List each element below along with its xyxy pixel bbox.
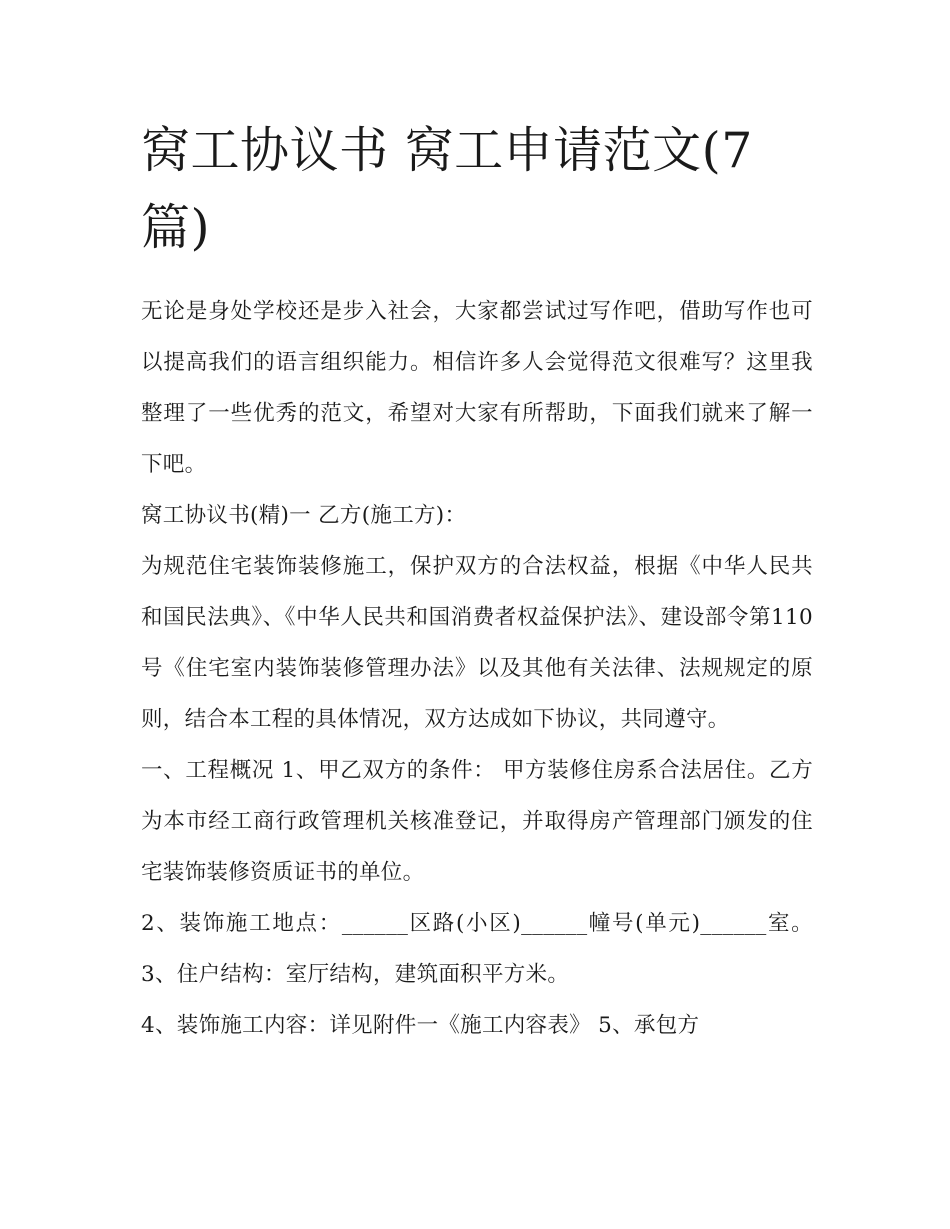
document-title: 窝工协议书 窝工申请范文(7篇): [141, 122, 753, 256]
intro-paragraph: 无论是身处学校还是步入社会，大家都尝试过写作吧，借助写作也可以提高我们的语言组织能力。相信许多人会觉得范文很难写？这里我整理了一些优秀的范文，希望对大家有所帮助，下面我们就来了解一下吧。: [141, 299, 813, 477]
preamble-paragraph: 为规范住宅装饰装修施工，保护双方的合法权益，根据《中华人民共和国民法典》、《中华人民共和国消费者权益保护法》、建设部令第110号《住宅室内装饰装修管理办法》以及其他有关法律、法规规定的原则，结合本工程的具体情况，双方达成如下协议，共同遵守。: [141, 554, 813, 732]
section-heading: 窝工协议书(精)一 乙方(施工方)：: [141, 503, 467, 528]
clause-4-5-paragraph: 4、装饰施工内容：详见附件一《施工内容表》 5、承包方: [141, 1013, 700, 1038]
clause-1-paragraph: 一、工程概况 1、甲乙双方的条件： 甲方装修住房系合法居住。乙方为本市经工商行政管理机关核准登记，并取得房产管理部门颁发的住宅装饰装修资质证书的单位。: [141, 758, 813, 885]
clause-2-3-paragraph: 2、装饰施工地点：______区路(小区)______幢号(单元)______室。 3、住户结构：室厅结构，建筑面积平方米。: [141, 911, 813, 987]
document-page: [141, 112, 813, 1051]
